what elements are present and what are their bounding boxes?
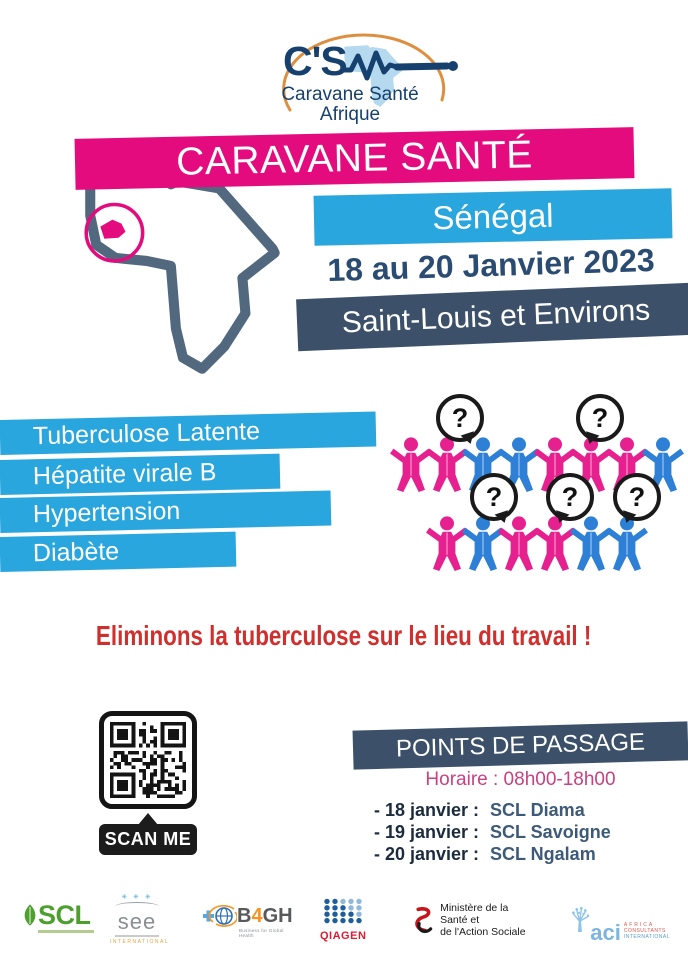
aci-line-international: INTERNATIONAL: [623, 934, 670, 940]
country-banner: Sénégal: [314, 188, 673, 245]
ministere-emblem-icon: [412, 904, 435, 936]
see-tagline-bar: [115, 935, 159, 937]
disease-ribbon-hepatite: Hépatite virale B: [0, 454, 280, 495]
scan-me-label: SCAN ME: [99, 824, 197, 855]
stop-row: [374, 799, 611, 821]
africa-map: [58, 160, 320, 378]
logo-aci: [570, 896, 670, 945]
b4gh-digit-4: 4: [251, 905, 263, 927]
slogan: Eliminons la tuberculose sur le lieu du travail !: [96, 620, 592, 651]
stop-site: SCL Diama: [490, 800, 585, 820]
question-bubble: ?: [436, 394, 484, 442]
logo-qiagen: [320, 898, 366, 942]
stop-date: - 18 janvier :: [374, 800, 480, 820]
question-bubble: ?: [613, 473, 661, 521]
see-subtitle: INTERNATIONAL: [110, 939, 170, 945]
schedule-hours: Horaire : 08h00-18h00: [425, 769, 616, 790]
heartbeat-pulse-icon: [341, 50, 465, 84]
stop-date: - 19 janvier :: [374, 822, 480, 842]
logo-b4gh: [203, 904, 293, 938]
logo-title-line2: Afrique: [319, 104, 381, 125]
stop-row: [374, 821, 611, 843]
see-wordmark: see: [117, 909, 157, 934]
qr-code: [99, 711, 197, 809]
ministere-line2: de l'Action Sociale: [440, 926, 526, 938]
disease-ribbon-diabete: Diabète: [0, 532, 236, 572]
aci-wordmark: aci: [590, 920, 621, 945]
aci-baobab-tree-icon: [570, 896, 589, 942]
logo-see-international: [110, 894, 170, 945]
logo-acronym: C'S: [283, 38, 347, 84]
senegal-shape: [100, 220, 125, 239]
question-bubble: ?: [546, 473, 594, 521]
event-dates: 18 au 20 Janvier 2023: [326, 241, 656, 289]
partner-logos-row: [0, 892, 688, 952]
scl-tagline-bar: [38, 930, 94, 933]
b4gh-letters-gh: GH: [262, 905, 293, 927]
logo-title-line1: Caravane Santé: [281, 84, 419, 105]
aci-line-consultants: CONSULTANTS: [623, 928, 666, 934]
stop-date: - 20 janvier :: [374, 844, 480, 864]
qiagen-dots-icon: [323, 898, 363, 924]
people-chain-row-2: [426, 515, 642, 571]
b4gh-tagline: Business for Global Health: [239, 928, 284, 938]
stop-row: [374, 843, 611, 865]
stops-list: [374, 799, 611, 865]
stop-site: SCL Savoigne: [490, 822, 611, 842]
b4gh-letter-b: B: [237, 905, 252, 927]
logo-scl: [22, 902, 112, 933]
question-bubble: ?: [470, 473, 518, 521]
scl-leaf-icon: [22, 902, 38, 928]
disease-ribbon-hypertension: Hypertension: [0, 490, 331, 533]
disease-ribbon-tuberculose: Tuberculose Latente: [0, 411, 376, 455]
question-bubble: ?: [576, 394, 624, 442]
points-de-passage-banner: POINTS DE PASSAGE: [353, 721, 688, 769]
location-banner: Saint-Louis et Environs: [296, 283, 688, 352]
main-title-banner: CARAVANE SANTÉ: [75, 127, 635, 190]
see-stars-icon: ✳ ✳ ✳: [121, 894, 153, 901]
aci-line-africa: AFRICA: [623, 922, 655, 928]
scl-wordmark: SCL: [38, 900, 91, 930]
stop-site: SCL Ngalam: [490, 844, 596, 864]
ministere-line1: Ministère de la Santé et: [440, 902, 509, 926]
logo-ministere-sante: [412, 902, 538, 938]
b4gh-globe-icon: [203, 904, 237, 928]
qiagen-wordmark: QIAGEN: [320, 930, 367, 942]
